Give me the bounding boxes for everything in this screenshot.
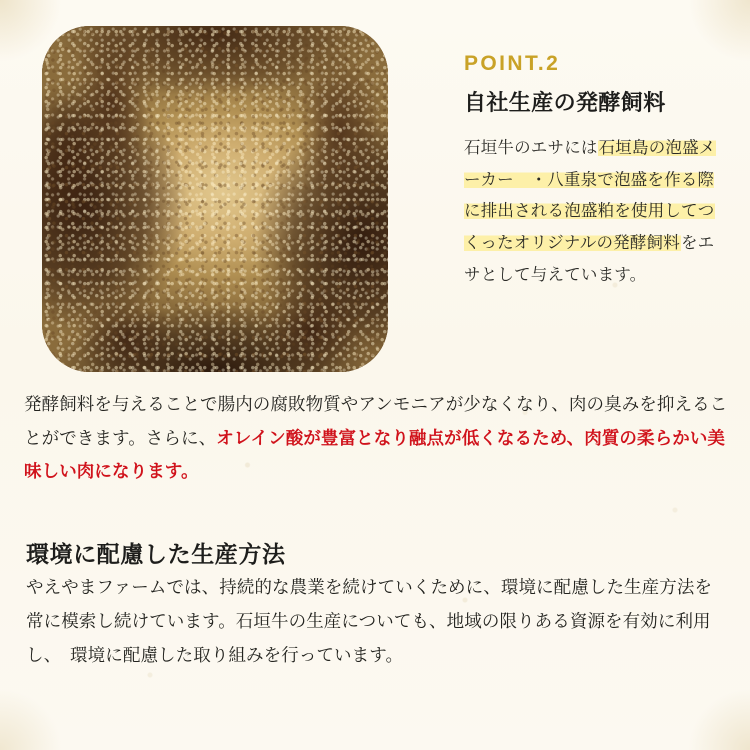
feed-photo — [42, 26, 388, 372]
feed-photo-image — [42, 26, 388, 372]
fermented-feed-paragraph-emphasis: オレイン酸が豊富となり融点が低くなるため、肉質の柔らかい美味しい肉になります。 — [24, 427, 726, 482]
point-body — [464, 133, 726, 291]
point-body-part-1: 石垣牛のエサには — [464, 139, 598, 157]
fermented-feed-paragraph-plain: 発酵飼料を与えることで腸内の腐敗物質やアンモニアが少なくなり、肉の臭みを抑えることができます。さらに、 — [24, 394, 728, 448]
point-section — [464, 52, 726, 291]
corner-ornament-bottom-left — [0, 688, 62, 750]
point-body-part-3: をエサとして与えています。 — [464, 234, 715, 284]
point-body-part-2-highlighted: 石垣島の泡盛メーカー ・八重泉で泡盛を作る際に排出される泡盛粕を使用してつくったオリジナルの発酵飼料 — [464, 139, 716, 253]
fermented-feed-paragraph — [24, 388, 730, 489]
photo-feed-grain-texture — [42, 26, 388, 372]
corner-ornament-bottom-right — [688, 688, 750, 750]
eco-production-heading: 環境に配慮した生産方法 — [26, 541, 286, 568]
point-label: POINT.2 — [464, 52, 561, 75]
eco-production-body: やえやまファームでは、持続的な農業を続けていくために、環境に配慮した生産方法を常に模索し続けています。石垣牛の生産についても、地域の限りある資源を有効に利用し、 環境に配慮した取り組みを行っています。 — [26, 577, 713, 666]
point-heading: 自社生産の発酵飼料 — [464, 90, 666, 115]
